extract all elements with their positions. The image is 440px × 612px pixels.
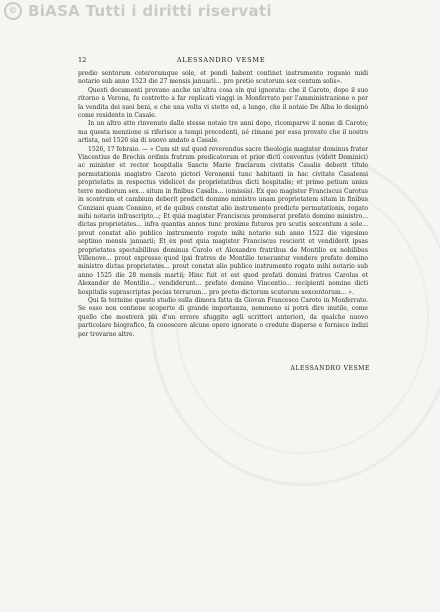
paragraph: In un altro atto rinvenuto dalle stesse notaio tre anni dopo, ricomparve il nome di Caroto; ma questa menzione si riferisce a tempi precedenti, né rimane per essa provato che il nostro artista, nel 1526 sia di nuovo andato a Casale. bbox=[78, 120, 368, 145]
copyright-icon: © bbox=[4, 2, 22, 20]
paragraph: 1526, 17 febraio. — « Cum sit sul quod reverendus sacre theologie magister dominus frater Vincentius de Brechis ordinis fratrum predicatorum et prior dicti conventus (vidett Dominici) ac minister et rector hospitalis Sancte Marie fraciarum civitatis Casalis deberit titulo permutationis magistro Caroto pictori Veronensi tunc habitanti in hac civitate Casalensi proprietatis in respectus videlicet de proprietatibus dicti hospitalis; et primo petium unius terre modiorum sex... situm in finibus Casalis... (omissis). Ex quo magister Franciscus Carotus in scontrum et cambium deberit predicti domino ministro unam proprietatem sitam in finibus Conziani quam Connino, et de quibus constat alio instrumento predicte permutationis, rogato mihi notario infrascripto...; Et quia magister Franciscus promiserat prefato domino ministro... dictas proprietates... infra quantas annos tunc proxime futuros pro scutis sexcentum a sole... prout constat alio publico instrumento rogato mihi notario sub anno 1522 die vigesimo septimo mensis januarii; Et ex post quia magister Franciscus rescierit et vendiderit ipsas proprietates spectabilibus dominus Carolo et Alexandro fratribus de Montilio ex nobilibus Villenove... prout expresse quod ipsi fratres de Montilio tenerantur vendere prefato domino ministro dictas proprietates... prout constat alio publico instrumento rogato mihi notario sub anno 1525 die 28 mensis martii; Hinc fuit et est quod prefati domini fratres Carolus et Alexander de Montilio... vendiderunt... prefato domino Vincentio... recipienti nomine dicti hospitalis suprascriptas pecias terrarum... pro pretio dictorum scutorum sexcentorum... ». bbox=[78, 145, 368, 296]
watermark-text: BiASA Tutti i diritti riservati bbox=[28, 2, 272, 20]
page-number: 12 bbox=[78, 56, 87, 64]
header-spacer bbox=[356, 56, 364, 64]
page-header bbox=[78, 56, 364, 64]
watermark-banner bbox=[0, 0, 440, 22]
paragraph: predio sentorum ceterorumque sole, et pondi habent continet instrumento roganio midi notario sub anno 1523 die 27 mensis januarii... pro pretio scutorum sex centum solis». bbox=[78, 70, 368, 86]
author-signature: ALESSANDRO VESME bbox=[290, 365, 370, 372]
running-head: ALESSANDRO VESME bbox=[176, 56, 266, 64]
paragraph: Qui fa termine questo studio sulla dimora fatta da Giovan Francesco Caroto in Monferrato. Se esso non contiene scoperte di grande importanza, nemmeno si potrà dire inutile, come quello che mostrerà più d'un errore sfuggito agli scrittori anteriori, da qualche nuovo particolare biografico, fa conoscere alcune opere ignorate o credute disperse e fornisce indizi per trovarne altre. bbox=[78, 296, 368, 338]
body-text bbox=[78, 70, 368, 339]
paragraph: Questi documenti provano anche un'altra cosa sin qui ignorata: che il Caroto, dopo il suo ritorno a Verona, fu costretto a far replicati viaggi in Monferrato per l'amministrazione o per la vendita dei suoi beni, e che una volta vi stette ed, a lungo, che il notaio De Alba lo designò come residente in Casale. bbox=[78, 86, 368, 120]
